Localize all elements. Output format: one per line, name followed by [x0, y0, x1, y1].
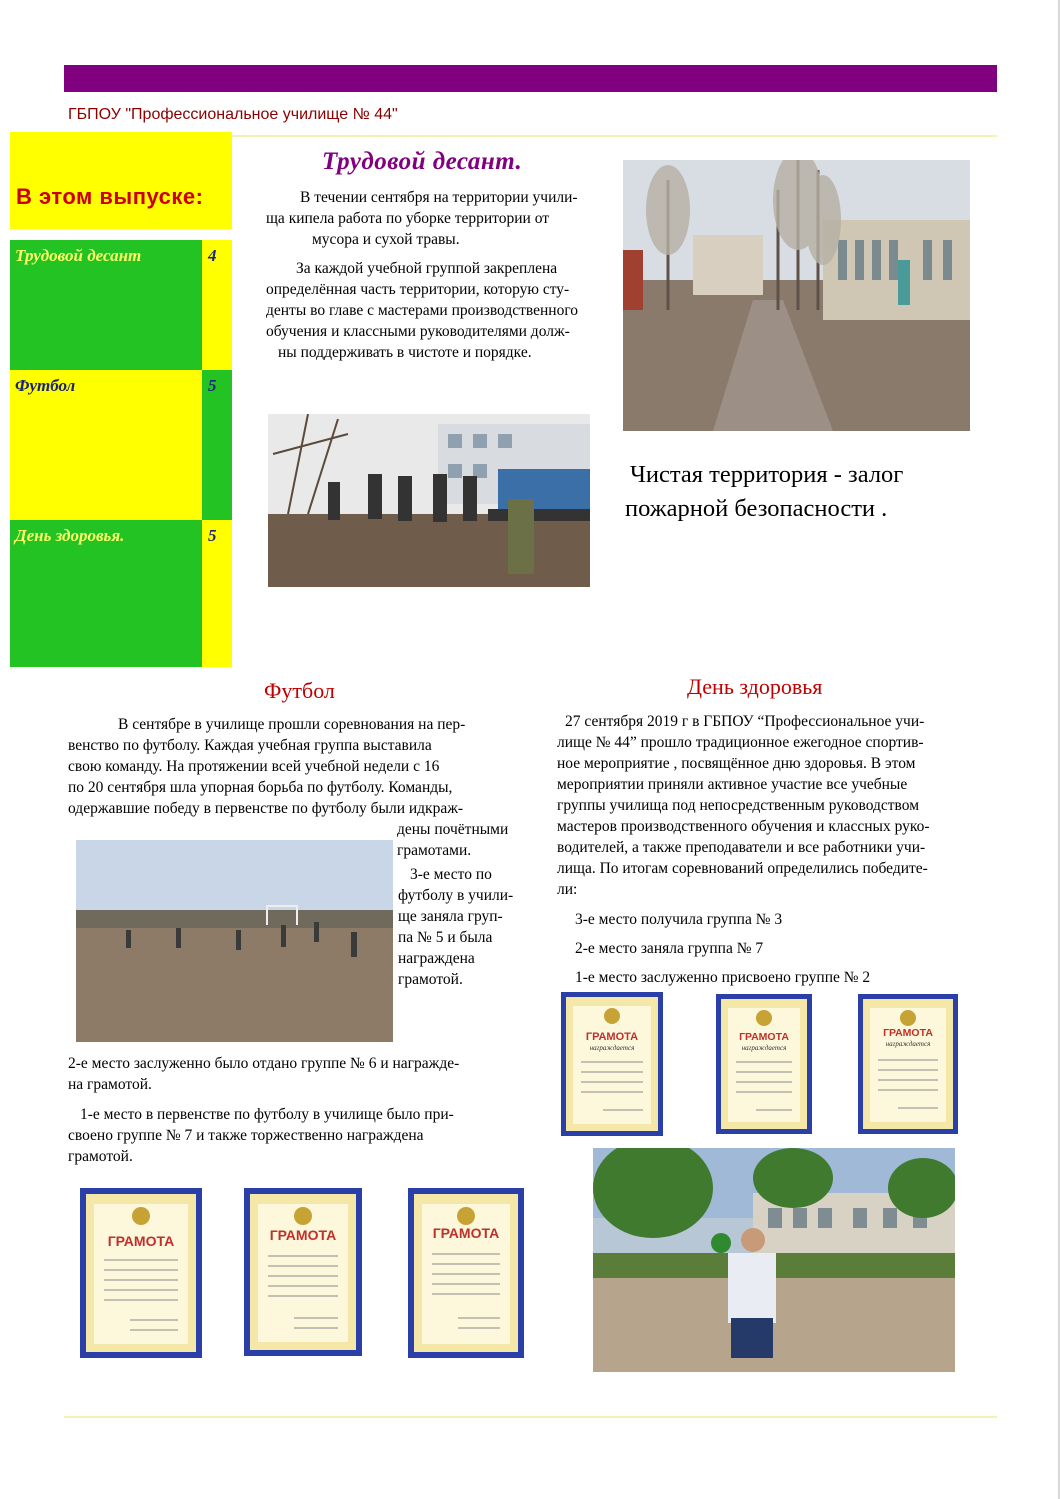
text-line: грамотой. — [398, 971, 463, 988]
certificate-word: ГРАМОТА — [883, 1027, 933, 1039]
toc-item-title: Футбол — [15, 376, 76, 395]
toc-heading-box — [10, 132, 232, 229]
toc-item-page-cell — [202, 370, 232, 520]
toc-item-title: День здоровья. — [15, 526, 125, 545]
toc-item-title-cell — [10, 520, 202, 667]
text-line: на грамотой. — [68, 1076, 152, 1093]
text-line: группы училища под непосредственным руководством — [557, 797, 920, 814]
text-line: свою команду. На протяжении всей учебной недели с 16 — [68, 758, 440, 775]
toc-item-page-cell — [202, 520, 232, 667]
text-line: ли: — [557, 881, 578, 898]
text-line: лища. По итогам соревнований определились победите- — [557, 860, 928, 877]
certificate-sub: награждается — [589, 1044, 635, 1052]
caption-line: пожарной безопасности . — [625, 495, 888, 522]
text-line: венство по футболу. Каждая учебная группа выставила — [68, 737, 432, 754]
text-line: одержавшие победу в первенстве по футболу были идкраж- — [68, 800, 464, 817]
certificate-word: ГРАМОТА — [739, 1031, 789, 1043]
text-line: ны поддерживать в чистоте и порядке. — [278, 344, 532, 361]
football-intro — [68, 714, 543, 861]
text-line: своено группе № 7 и также торжественно награждена — [68, 1127, 424, 1144]
text-line: мероприятии приняли активное участие все учебные — [557, 776, 908, 793]
text-line: водителей, а также преподаватели и все работники учи- — [557, 839, 926, 856]
football-first-place — [68, 1104, 548, 1167]
kettlebell-photo — [593, 1148, 955, 1372]
text-line: обучения и классными руководителями долж- — [266, 323, 570, 340]
toc-item-title-cell — [10, 240, 202, 370]
health-text — [557, 711, 1002, 988]
health-title: День здоровья — [687, 674, 823, 699]
toc-item[interactable] — [10, 240, 232, 370]
toc-item-title: Трудовой десант — [15, 246, 142, 265]
text-line: 1-е место в первенстве по футболу в училище было при- — [80, 1106, 454, 1123]
text-line: 2-е место заняла группа № 7 — [575, 940, 764, 957]
certificate-word: ГРАМОТА — [107, 1233, 175, 1249]
certificate-sub: награждается — [741, 1044, 787, 1052]
footer-rule — [64, 1416, 997, 1418]
toc-item-page-cell — [202, 240, 232, 370]
toc-item-title-cell — [10, 370, 202, 520]
certificate-word: ГРАМОТА — [432, 1225, 500, 1241]
football-third-place — [398, 864, 543, 990]
text-line: ща кипела работа по уборке территории от — [266, 210, 550, 227]
text-line: мастеров производственного обучения и классных руко- — [557, 818, 930, 835]
text-line: 3-е место по — [410, 866, 492, 883]
caption-line: Чистая территория - залог — [630, 461, 904, 488]
certificate-word: ГРАМОТА — [269, 1227, 337, 1243]
toc-heading: В этом выпуске: — [16, 184, 204, 209]
text-line: футболу в учили- — [398, 887, 514, 904]
toc-item[interactable] — [10, 370, 232, 520]
certificate-image — [561, 992, 663, 1136]
text-line: денты во главе с мастерами производственного — [266, 302, 579, 319]
football-title: Футбол — [264, 678, 335, 703]
cleanup-photo — [268, 414, 590, 587]
toc-item-page: 5 — [208, 526, 217, 545]
header-bar — [64, 65, 997, 92]
certificate-image — [244, 1188, 362, 1356]
text-line: 3-е место получила группа № 3 — [575, 911, 783, 928]
text-line: ще заняла груп- — [398, 908, 503, 925]
text-line: За каждой учебной группой закреплена — [296, 260, 558, 277]
text-line: определённая часть территории, которую сту- — [266, 281, 570, 298]
text-line: 1-е место заслуженно присвоено группе № 2 — [575, 969, 871, 986]
text-line: грамотой. — [68, 1148, 133, 1165]
labor-caption — [625, 458, 1005, 526]
football-photo — [76, 840, 393, 1042]
certificate-image — [716, 994, 812, 1134]
header-title: ГБПОУ "Профессиональное училище № 44" — [68, 106, 398, 123]
labor-title: Трудовой десант. — [322, 148, 523, 175]
certificate-image — [80, 1188, 202, 1358]
labor-text — [266, 187, 616, 363]
text-line: дены почётными — [397, 821, 509, 838]
football-second-place — [68, 1053, 548, 1095]
certificate-image — [408, 1188, 524, 1358]
text-line: награждена — [398, 950, 475, 967]
text-line: 2-е место заслуженно было отдано группе № 6 и награжде- — [68, 1055, 460, 1072]
text-line: мусора и сухой травы. — [312, 231, 460, 248]
text-line: В течении сентября на территории учили- — [300, 189, 578, 206]
text-line: лище № 44” прошло традиционное ежегодное спортив- — [557, 734, 924, 751]
text-line: В сентябре в училище прошли соревнования на пер- — [118, 716, 466, 733]
schoolyard-photo — [623, 160, 970, 431]
toc-item-page: 5 — [208, 376, 217, 395]
text-line: ное мероприятие , посвящённое дню здоровья. В этом — [557, 755, 916, 772]
text-line: па № 5 и была — [398, 929, 493, 946]
text-line: 27 сентября 2019 г в ГБПОУ “Профессиональное учи- — [565, 713, 925, 730]
toc-item-page: 4 — [208, 246, 217, 265]
certificate-sub: награждается — [885, 1040, 931, 1048]
toc-item[interactable] — [10, 520, 232, 667]
certificate-word: ГРАМОТА — [585, 1031, 639, 1043]
certificate-image — [858, 994, 958, 1134]
text-line: грамотами. — [397, 842, 472, 859]
text-line: по 20 сентября шла упорная борьба по футболу. Команды, — [68, 779, 453, 796]
